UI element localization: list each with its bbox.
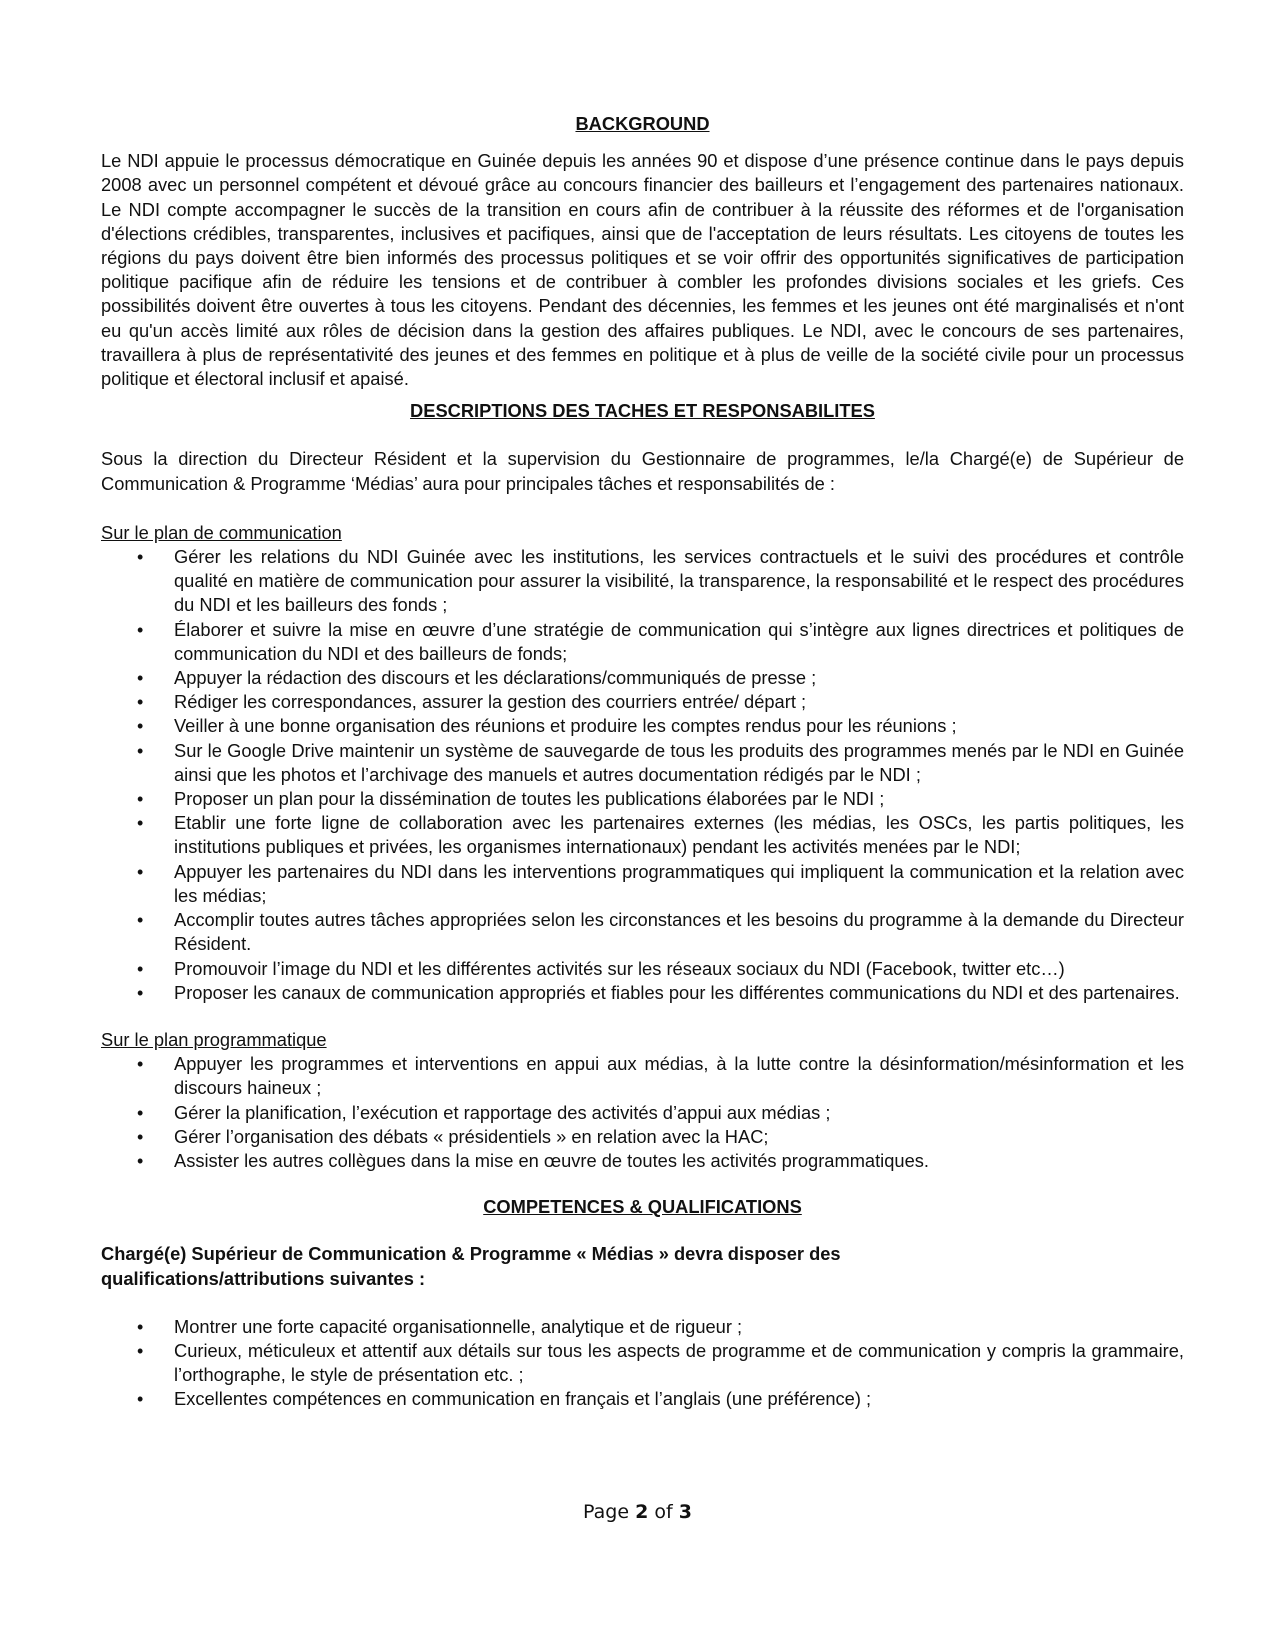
bullet-icon: • bbox=[137, 861, 144, 882]
list-item: • Rédiger les correspondances, assurer la gestion des courriers entrée/ départ ; bbox=[101, 690, 1184, 714]
page-footer bbox=[0, 1501, 1275, 1523]
background-paragraph: Le NDI appuie le processus démocratique en Guinée depuis les années 90 et dispose d’une présence continue dans le pays depuis 2008 avec un personnel compétent et dévoué grâce au concours financier des bailleurs et l’engagement des partenaires nationaux. Le NDI compte accompagner le succès de la transition en cours afin de contribuer à la réussite des réformes et de l'organisation d'élections crédibles, transparentes, inclusives et pacifiques, ainsi que de l'acceptation de leurs résultats. Les citoyens de toutes les régions du pays doivent être bien informés des processus politiques et se voir offrir des opportunités significatives de participation politique pacifique afin de réduire les tensions et de contribuer à combler les profondes divisions sociales et les griefs. Ces possibilités doivent être ouvertes à tous les citoyens. Pendant des décennies, les femmes et les jeunes ont été marginalisés et n'ont eu qu'un accès limité aux rôles de décision dans la gestion des affaires publiques. Le NDI, avec le concours de ses partenaires, travaillera à plus de représentativité des jeunes et des femmes en politique et à plus de veille de la société civile pour un processus politique et électoral inclusif et apaisé. bbox=[101, 150, 1184, 390]
page-label: Page bbox=[583, 1501, 630, 1523]
competences-list bbox=[101, 1315, 1184, 1412]
communication-list bbox=[101, 545, 1184, 1005]
list-item: • Promouvoir l’image du NDI et les différentes activités sur les réseaux sociaux du NDI (Facebook, twitter etc…) bbox=[101, 957, 1184, 981]
of-label: of bbox=[654, 1501, 673, 1523]
background-title: BACKGROUND bbox=[575, 113, 710, 134]
current-page-number: 2 bbox=[635, 1501, 649, 1523]
list-item: • Gérer la planification, l’exécution et rapportage des activités d’appui aux médias ; bbox=[101, 1101, 1184, 1125]
bullet-icon: • bbox=[137, 1316, 144, 1337]
list-item: • Etablir une forte ligne de collaboration avec les partenaires externes (les médias, les OSCs, les partis politiques, les institutions publiques et privées, les organismes internationaux) pendant les activités menées par le NDI; bbox=[137, 812, 1184, 858]
descriptions-title: DESCRIPTIONS DES TACHES ET RESPONSABILITES bbox=[410, 400, 875, 422]
bullet-icon: • bbox=[137, 1102, 144, 1123]
communication-heading: Sur le plan de communication bbox=[101, 521, 342, 543]
programmatic-heading: Sur le plan programmatique bbox=[101, 1028, 327, 1050]
bullet-icon: • bbox=[137, 1389, 144, 1410]
bullet-icon: • bbox=[137, 716, 144, 737]
bullet-icon: • bbox=[137, 910, 144, 931]
bullet-icon: • bbox=[137, 1150, 144, 1171]
list-item: • Sur le Google Drive maintenir un système de sauvegarde de tous les produits des programmes menés par le NDI en Guinée ainsi que les photos et l’archivage des manuels et autres documentation rédigés par le NDI ; bbox=[137, 739, 1184, 785]
list-item: • Accomplir toutes autres tâches appropriées selon les circonstances et les besoins du programme à la demande du Directeur Résident. bbox=[137, 909, 1184, 955]
list-item: • Proposer les canaux de communication appropriés et fiables pour les différentes communications du NDI et des partenaires. bbox=[101, 981, 1184, 1005]
competences-intro-line2: qualifications/attributions suivantes : bbox=[101, 1267, 426, 1289]
bullet-icon: • bbox=[137, 982, 144, 1003]
list-item: • Curieux, méticuleux et attentif aux détails sur tous les aspects de programme et de communication y compris la grammaire, l’orthographe, le style de présentation etc. ; bbox=[137, 1339, 1184, 1386]
list-item: • Veiller à une bonne organisation des réunions et produire les comptes rendus pour les réunions ; bbox=[101, 714, 1184, 738]
competences-intro-line1: Chargé(e) Supérieur de Communication & Programme « Médias » devra disposer des bbox=[101, 1243, 841, 1265]
document-page bbox=[101, 112, 1184, 1412]
bullet-icon: • bbox=[137, 789, 144, 810]
list-item: • Gérer l’organisation des débats « présidentiels » en relation avec la HAC; bbox=[101, 1125, 1184, 1149]
descriptions-intro: Sous la direction du Directeur Résident et la supervision du Gestionnaire de programmes, le/la Chargé(e) de Supérieur de Communication & Programme ‘Médias’ aura pour principales tâches et responsabilités de : bbox=[101, 448, 1184, 494]
bullet-icon: • bbox=[137, 692, 144, 713]
list-item: • Appuyer les programmes et interventions en appui aux médias, à la lutte contre la désinformation/mésinformation et les discours haineux ; bbox=[137, 1053, 1184, 1099]
list-item: • Proposer un plan pour la dissémination de toutes les publications élaborées par le NDI ; bbox=[101, 787, 1184, 811]
programmatic-list bbox=[101, 1052, 1184, 1173]
bullet-icon: • bbox=[137, 813, 144, 834]
list-item: • Assister les autres collègues dans la mise en œuvre de toutes les activités programmatiques. bbox=[101, 1149, 1184, 1173]
list-item: • Gérer les relations du NDI Guinée avec les institutions, les services contractuels et le suivi des procédures et contrôle qualité en matière de communication pour assurer la visibilité, la transparence, la responsabilité et le respect des procédures du NDI et les bailleurs des fonds ; bbox=[137, 546, 1184, 616]
list-item: • Appuyer la rédaction des discours et les déclarations/communiqués de presse ; bbox=[101, 666, 1184, 690]
bullet-icon: • bbox=[137, 958, 144, 979]
list-item: • Élaborer et suivre la mise en œuvre d’une stratégie de communication qui s’intègre aux lignes directrices et politiques de communication du NDI et des bailleurs de fonds; bbox=[137, 618, 1184, 664]
list-item: • Excellentes compétences en communication en français et l’anglais (une préférence) ; bbox=[101, 1387, 1184, 1411]
bullet-icon: • bbox=[137, 547, 144, 568]
bullet-icon: • bbox=[137, 1126, 144, 1147]
total-pages-number: 3 bbox=[678, 1501, 692, 1523]
bullet-icon: • bbox=[137, 1054, 144, 1075]
bullet-icon: • bbox=[137, 1340, 144, 1361]
bullet-icon: • bbox=[137, 740, 144, 761]
list-item: • Montrer une forte capacité organisationnelle, analytique et de rigueur ; bbox=[101, 1315, 1184, 1339]
competences-title: COMPETENCES & QUALIFICATIONS bbox=[483, 1196, 802, 1218]
bullet-icon: • bbox=[137, 619, 144, 640]
list-item: • Appuyer les partenaires du NDI dans les interventions programmatiques qui impliquent la communication et la relation avec les médias; bbox=[137, 860, 1184, 906]
bullet-icon: • bbox=[137, 668, 144, 689]
